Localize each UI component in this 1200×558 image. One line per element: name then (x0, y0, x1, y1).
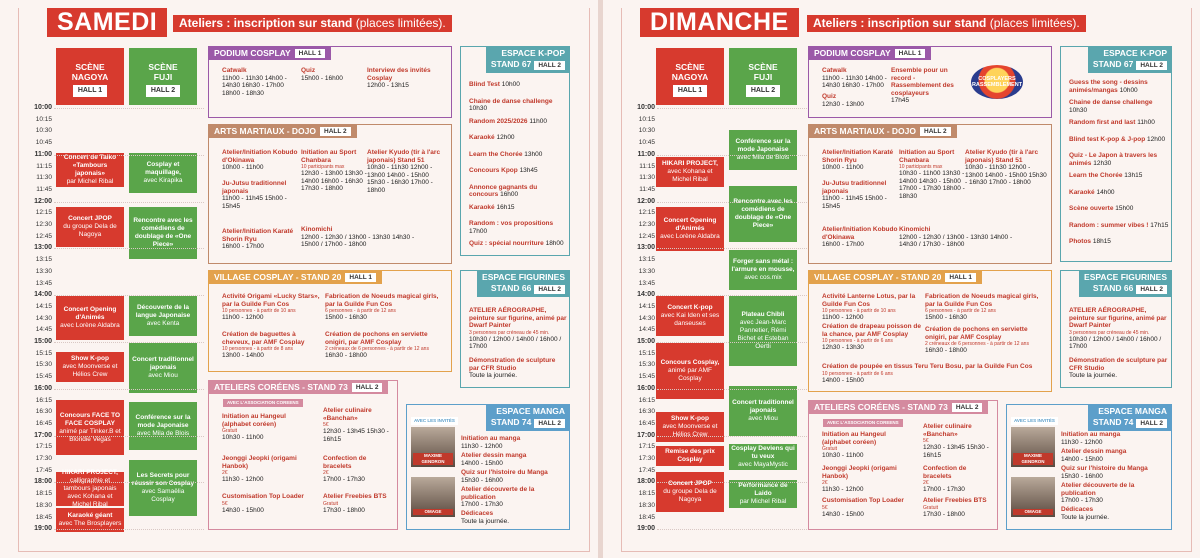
time-label: 18:15 (638, 490, 655, 498)
kpop-item: Blind test K-pop & J-pop 12h00 (1069, 135, 1166, 143)
manga-item: Atelier découverte de la publication 17h00 - 17h30 (1061, 482, 1135, 505)
time-label: 10:15 (638, 115, 655, 123)
hour-gridline (54, 248, 204, 249)
arts-item: Atelier Kyudo (tir à l'arc japonais) Stand 51 10h30 - 11h30 12h00 - 13h00 14h00 - 15h00 15h30 - 16h30 17h00 - 18h00 (367, 149, 441, 194)
coreens-item: Customisation Top Loader 5€ 14h30 - 15h00 (822, 497, 904, 518)
time-label: 13:30 (638, 267, 655, 275)
hour-gridline (54, 482, 204, 483)
arts-item: Atelier/Initiation Kobudo d'Okinawa 10h00 - 11h00 (222, 149, 298, 172)
time-label: 12:45 (638, 232, 655, 240)
section-header: ARTS MARTIAUX - DOJO HALL 2 (208, 124, 357, 138)
fuji-event: Conférence sur la mode Japonaise avec Mila de Blois (129, 402, 197, 450)
fuji-event: Cosplay et maquillage, avec Kirapika (129, 153, 197, 193)
nagoya-event: Concert Opening d'Animés avec Lorène Aldabra (656, 207, 724, 251)
coreens-item: Jeonggi Jeopki (origami Hanbok) 2€ 11h30 - 12h00 (222, 455, 297, 484)
nagoya-event: Concert JPOP du groupe Dela de Nagoya (656, 472, 724, 512)
kpop-item: Random : vos propositions 17h00 (469, 220, 554, 235)
coreens-item: Atelier Freebies BTS Gratuit 17h30 - 18h00 (923, 497, 987, 518)
guest-photo: MAXIME GENDRON (1011, 427, 1055, 467)
section-header: ARTS MARTIAUX - DOJO HALL 2 (808, 124, 957, 138)
time-label: 13:15 (35, 256, 52, 264)
hour-gridline (657, 155, 807, 156)
coreens-item: Confection de bracelets 2€ 17h00 - 17h30 (923, 465, 967, 494)
time-label: 11:00 (637, 150, 655, 158)
time-label: 11:45 (639, 185, 655, 193)
arts-item: Initiation au Sport Chanbara 10 participants max 10h30 - 11h00 13h30 - 14h00 14h30 - 15h00 17h00 - 17h30 18h00 - 18h30 (899, 149, 965, 200)
time-label: 10:30 (35, 127, 52, 135)
time-label: 19:00 (34, 525, 52, 533)
association-badge: AVEC L'ASSOCIATION COREENS (823, 419, 903, 427)
coreens-item: Atelier culinaire «Banchan» 5€ 12h30 - 13h45 15h30 - 16h15 (923, 423, 989, 459)
kpop-item: Guess the song - dessins animés/mangas 10h00 (1069, 79, 1148, 94)
podium-item: Quiz 15h00 - 16h00 (301, 67, 343, 82)
time-label: 14:15 (35, 302, 52, 310)
figurines-item: Démonstration de sculpture par CFR Studio Toute la journée. (1069, 357, 1168, 380)
time-label: 12:30 (35, 221, 52, 228)
time-label: 17:45 (638, 466, 655, 474)
section-header: VILLAGE COSPLAY - STAND 20 HALL 1 (208, 270, 382, 284)
time-label: 10:00 (637, 104, 655, 111)
hour-gridline (657, 436, 807, 437)
nagoya-event: Concours Cosplay, animé par AMF Cosplay (656, 343, 724, 399)
kpop-item: Karaoké 12h00 (469, 134, 515, 141)
section-header: ESPACE MANGA STAND 74 HALL 2 (1088, 404, 1172, 431)
nagoya-event: Show K-pop avec Moonverse et Hélios Crew (656, 412, 724, 442)
time-label: 11:30 (36, 174, 52, 182)
nagoya-event: HIKARI PROJECT, calligraphie et tambours japonais avec Kohana et Michel Ribal (56, 472, 124, 506)
stage-nagoya-header: SCÈNE NAGOYA HALL 1 (656, 48, 724, 105)
cosplayers-logo: COSPLAYERS RASSEMBLEMENT (971, 65, 1023, 99)
fuji-event: Découverte de la langue Japonaise avec Kenta (129, 296, 197, 336)
kpop-item: Concours Kpop 13h45 (469, 167, 538, 174)
time-label: 17:15 (35, 443, 52, 451)
time-label: 17:00 (34, 431, 52, 439)
time-label: 11:30 (639, 174, 655, 182)
time-label: 16:45 (638, 419, 655, 427)
guest-photo: OMAGE (1011, 477, 1055, 517)
coreens-item: Jeonggi Jeopki (origami Hanbok) 2€ 11h30 - 12h00 (822, 465, 897, 494)
arts-item: Ju-Jutsu traditionnel japonais 11h00 - 11h45 15h00 - 15h45 (822, 180, 887, 210)
arts-martiaux-section (808, 124, 1052, 264)
time-label: 11:00 (34, 150, 52, 158)
day-subtitle: Ateliers : inscription sur stand (places limitées). (173, 15, 452, 32)
arts-item: Atelier/Initiation Karaté Shorin Ryu 10h00 - 11h00 (822, 149, 894, 172)
time-label: 10:30 (638, 127, 655, 135)
guest-photo: OMAGE (411, 477, 455, 517)
guests-badge: AVEC LES INVITÉS (1011, 417, 1058, 425)
hour-gridline (657, 529, 807, 530)
arts-item: Atelier Kyudo (tir à l'arc japonais) Stand 51 10h30 - 11h30 12h00 - 13h00 14h00 - 15h00 15h30 - 16h30 17h00 - 18h00 (965, 149, 1047, 187)
section-header: ATELIERS CORÉENS - STAND 73 HALL 2 (208, 380, 388, 394)
arts-item: Kinomichi 12h00 - 12h30 / 13h00 - 13h30 14h30 - 15h00 / 17h00 - 18h00 (301, 226, 415, 249)
arts-item: Atelier/Initiation Kobudo d'Okinawa 16h00 - 17h00 (822, 226, 898, 249)
podium-cosplay-section (208, 46, 452, 118)
hour-gridline (657, 248, 807, 249)
ateliers-coreens-section (808, 400, 998, 530)
time-label: 13:00 (34, 244, 52, 252)
time-label: 18:00 (34, 478, 52, 486)
kpop-item: Karaoké 16h15 (469, 203, 515, 211)
time-label: 14:30 (35, 314, 52, 322)
nagoya-event: Karaoké géant avec The Brosplayers (56, 508, 124, 532)
hour-gridline (54, 295, 204, 296)
time-label: 13:00 (637, 244, 655, 252)
espace-kpop-section (1060, 46, 1172, 262)
manga-item: Atelier découverte de la publication 17h00 - 17h30 (461, 486, 535, 509)
fuji-event: Plateau Chibli avec Jean-Marc Pannetier, Rémi Bichet et Esteban Oertli (729, 296, 797, 366)
time-label: 16:45 (35, 419, 52, 427)
espace-figurines-section (460, 270, 570, 388)
hour-gridline (54, 389, 204, 390)
kpop-item: Quiz - Le Japon à travers les animés 12h30 (1069, 152, 1158, 167)
manga-item: Quiz sur l'histoire du Manga 15h30 - 16h00 (461, 469, 548, 484)
coreens-item: Confection de bracelets 2€ 17h00 - 17h30 (323, 455, 367, 484)
section-header: ATELIERS CORÉENS - STAND 73 HALL 2 (808, 400, 988, 414)
hour-gridline (657, 108, 807, 109)
nagoya-event: Concert JPOP du groupe Dela de Nagoya (56, 207, 124, 247)
kpop-item: Photos 18h15 (1069, 238, 1111, 245)
stage-nagoya-header: SCÈNE NAGOYA HALL 1 (56, 48, 124, 105)
hour-gridline (54, 108, 204, 109)
coreens-item: Atelier Freebies BTS Gratuit 17h30 - 18h00 (323, 493, 387, 514)
nagoya-event: Concours FACE TO FACE COSPLAY animé par Tinker.B et Blondie Vegas (56, 400, 124, 455)
hour-gridline (657, 482, 807, 483)
time-label: 17:30 (638, 455, 655, 462)
section-header: ESPACE FIGURINES STAND 66 HALL 2 (477, 270, 570, 297)
section-header: ESPACE K-POP STAND 67 HALL 2 (1088, 46, 1172, 73)
village-item: Activité Lanterne Lotus, par la Guilde Fun Cos 10 personnes - à partir de 10 ans 11h00 - 12h00 (822, 293, 916, 322)
kpop-item: Chaine de danse challenge 10h30 (1069, 99, 1153, 114)
time-label: 14:00 (637, 291, 655, 299)
time-label: 10:45 (35, 139, 52, 147)
time-label: 11:15 (639, 162, 655, 170)
kpop-item: Random first and last 11h00 (1069, 119, 1155, 126)
coreens-item: Customisation Top Loader 5€ 14h30 - 15h00 (222, 493, 304, 514)
arts-item: Kinomichi 12h00 - 12h30 / 13h00 - 13h30 14h00 - 14h30 / 17h30 - 18h00 (899, 226, 1013, 249)
village-item: Fabrication de Noeuds magical girls, par la Guilde Fun Cos 6 personnes - à partir de 12 ans 15h00 - 16h30 (925, 293, 1039, 322)
nagoya-event: Concert de Taiko «Tambours japonais» par Michel Ribal (56, 153, 124, 187)
village-item: Activité Origami «Lucky Stars», par la Guilde Fun Cos 10 personnes - à partir de 10 ans 11h00 - 12h00 (222, 293, 320, 322)
time-label: 19:00 (637, 525, 655, 533)
time-label: 13:30 (35, 267, 52, 275)
kpop-item: Random : summer vibes ! 17h15 (1069, 221, 1169, 229)
nagoya-event: Show K-pop avec Moonverse et Hélios Crew (56, 352, 124, 382)
time-label: 16:00 (34, 384, 52, 392)
village-item: Création de pochons en serviette onigiri, par AMF Cosplay 2 créneaux de 6 personnes - à partir de 12 ans 16h30 - 18h00 (325, 331, 429, 360)
nagoya-event: HIKARI PROJECT, avec Kohana et Michel Ribal (656, 157, 724, 187)
hour-gridline (657, 389, 807, 390)
village-cosplay-section (808, 270, 1052, 392)
time-label: 16:30 (35, 408, 52, 416)
hour-gridline (54, 342, 204, 343)
village-item: Création de drapeau poisson de la chance, par AMF Cosplay 10 personnes - à partir de 6 ans 12h30 - 13h30 (822, 323, 921, 352)
manga-item: Dédicaces Toute la journée. (1061, 506, 1110, 521)
time-label: 18:45 (35, 513, 52, 521)
podium-cosplay-section (808, 46, 1052, 118)
section-header: ESPACE MANGA STAND 74 HALL 2 (486, 404, 570, 431)
manga-item: Atelier dessin manga 14h00 - 15h00 (461, 452, 527, 467)
fuji-event: Forger sans métal : l'armure en mousse, avec cos.mix (729, 250, 797, 290)
fuji-event: Rencontre avec les comédiens de doublage de «One Piece» (129, 207, 197, 259)
hour-gridline (54, 155, 204, 156)
kpop-item: Chaine de danse challenge 10h30 (469, 97, 553, 113)
fuji-event: Cosplay Deviens qui tu veux avec MayaMystic (729, 444, 797, 470)
time-label: 18:00 (637, 478, 655, 486)
time-label: 18:30 (638, 501, 655, 509)
fuji-event: Rencontre avec les comédiens de doublage de «One Piece» (729, 186, 797, 242)
time-label: 12:15 (638, 209, 655, 217)
hour-gridline (657, 202, 807, 203)
hour-gridline (54, 202, 204, 203)
manga-item: Atelier dessin manga 14h00 - 15h00 (1061, 448, 1127, 463)
time-label: 15:00 (34, 338, 52, 345)
espace-manga-section (1006, 404, 1172, 530)
time-label: 16:15 (35, 396, 52, 404)
manga-item: Dédicaces Toute la journée. (461, 510, 510, 525)
kpop-item: Scène ouverte 15h00 (1069, 205, 1134, 212)
guest-photo: MAXIME GENDRON (411, 427, 455, 467)
manga-item: Quiz sur l'histoire du Manga 15h30 - 16h00 (1061, 465, 1148, 480)
time-label: 12:00 (34, 197, 52, 205)
section-header: PODIUM COSPLAY HALL 1 (808, 46, 931, 60)
time-label: 15:45 (638, 373, 655, 381)
podium-item: Interview des invités Cosplay 12h00 - 13h15 (367, 67, 431, 90)
time-label: 14:00 (34, 291, 52, 299)
fuji-event: Les Secrets pour réussir son Cosplay avec Samaëlia Cosplay (129, 460, 197, 516)
association-badge: AVEC L'ASSOCIATION COREENS (223, 399, 303, 407)
time-label: 17:00 (637, 431, 655, 439)
time-label: 12:30 (638, 221, 655, 228)
espace-manga-section (406, 404, 570, 530)
hour-gridline (657, 342, 807, 343)
section-header: ESPACE K-POP STAND 67 HALL 2 (486, 46, 570, 73)
time-label: 15:30 (35, 361, 52, 369)
village-cosplay-section (208, 270, 452, 372)
nagoya-event: Concert K-pop avec Kai Iden et ses danseuses (656, 296, 724, 336)
podium-item: Ensemble pour un record - Rassemblement des cosplayeurs 17h45 (891, 67, 954, 105)
village-item: Fabrication de Noeuds magical girls, par la Guilde Fun Cos 6 personnes - à partir de 12 ans 15h00 - 16h30 (325, 293, 439, 322)
espace-figurines-section (1060, 270, 1172, 388)
fuji-event: Concert traditionnel japonais avec Miou (729, 386, 797, 436)
time-label: 16:15 (638, 396, 655, 404)
kpop-item: Quiz : spécial nourriture 18h00 (469, 240, 564, 247)
podium-item: Catwalk 11h00 - 11h30 14h00 - 14h30 16h30 - 17h00 18h00 - 18h30 (222, 67, 287, 97)
time-label: 14:45 (638, 326, 655, 334)
page-dimanche (603, 0, 1200, 558)
time-label: 12:00 (637, 197, 655, 205)
time-label: 14:15 (638, 302, 655, 310)
time-label: 11:15 (36, 162, 52, 170)
coreens-item: Initiation au Hangeul (alphabet coréen) Gratuit 10h30 - 11h00 (822, 431, 886, 460)
time-label: 17:45 (35, 466, 52, 474)
village-item: Création de poupée en tissus Teru Teru Bosu, par la Guilde Fun Cos 10 personnes - à partir de 6 ans 14h00 - 15h00 (822, 363, 1033, 384)
time-label: 15:15 (35, 349, 52, 357)
time-label: 15:30 (638, 361, 655, 369)
page-samedi (0, 0, 598, 558)
ateliers-coreens-section (208, 380, 398, 530)
fuji-event: Conférence sur la mode Japonaise avec Mila de Blois (729, 130, 797, 170)
fuji-event: Concert traditionnel japonais avec Miou (129, 343, 197, 393)
hour-gridline (54, 436, 204, 437)
time-label: 11:45 (36, 185, 52, 193)
time-label: 15:15 (638, 349, 655, 357)
arts-item: Atelier/Initiation Karaté Shorin Ryu 16h00 - 17h00 (222, 228, 294, 251)
time-label: 10:00 (34, 104, 52, 111)
fuji-event: Performance de Laido par Michel Ribal (729, 480, 797, 508)
espace-kpop-section (460, 46, 570, 256)
time-label: 18:45 (638, 513, 655, 521)
manga-item: Initiation au manga 11h30 - 12h00 (1061, 431, 1121, 446)
time-label: 17:15 (638, 443, 655, 451)
manga-item: Initiation au manga 11h30 - 12h00 (461, 435, 521, 450)
coreens-item: Atelier culinaire «Banchan» 5€ 12h30 - 13h45 15h30 - 16h15 (323, 407, 389, 443)
nagoya-event: Remise des prix Cosplay (656, 446, 724, 466)
arts-martiaux-section (208, 124, 452, 264)
stage-fuji-header: SCÈNE FUJI HALL 2 (129, 48, 197, 105)
figurines-item: Démonstration de sculpture par CFR Studio Toute la journée. (469, 357, 556, 380)
day-title: DIMANCHE (640, 8, 799, 37)
stage-fuji-header: SCÈNE FUJI HALL 2 (729, 48, 797, 105)
time-label: 15:00 (637, 338, 655, 345)
time-label: 10:45 (638, 139, 655, 147)
time-label: 12:15 (35, 209, 52, 217)
time-label: 16:30 (638, 408, 655, 416)
guests-badge: AVEC LES INVITÉS (411, 417, 458, 425)
day-subtitle: Ateliers : inscription sur stand (places limitées). (807, 15, 1086, 32)
nagoya-event: Concert Opening d'Animés avec Lorène Aldabra (56, 296, 124, 340)
hour-gridline (657, 295, 807, 296)
section-header: ESPACE FIGURINES STAND 66 HALL 2 (1079, 270, 1172, 297)
village-item: Création de pochons en serviette onigiri, par AMF Cosplay 2 créneaux de 6 personnes - à partir de 12 ans 16h30 - 18h00 (925, 326, 1029, 355)
time-label: 16:00 (637, 384, 655, 392)
kpop-item: Blind Test 10h00 (469, 81, 520, 88)
time-label: 15:45 (35, 373, 52, 381)
podium-item: Quiz 12h30 - 13h00 (822, 93, 864, 108)
time-label: 10:15 (35, 115, 52, 123)
time-label: 17:30 (35, 455, 52, 462)
time-label: 13:45 (638, 279, 655, 287)
time-label: 12:45 (35, 232, 52, 240)
kpop-item: Karaoké 14h00 (1069, 188, 1115, 196)
kpop-item: Annonce gagnants du concours 16h00 (469, 183, 538, 199)
figurines-item: ATELIER AÉROGRAPHE, peinture sur figurine, animé par Dwarf Painter 3 personnes par créneau de 45 min. 10h30 / 12h00 / 14h00 / 16h00 / 17h00 (469, 307, 567, 351)
time-label: 18:15 (35, 490, 52, 498)
section-header: PODIUM COSPLAY HALL 1 (208, 46, 331, 60)
kpop-item: Random 2025/2026 11h00 (469, 117, 547, 125)
arts-item: Ju-Jutsu traditionnel japonais 11h00 - 11h45 15h00 - 15h45 (222, 180, 287, 210)
time-label: 14:45 (35, 326, 52, 334)
time-label: 18:30 (35, 501, 52, 509)
day-title: SAMEDI (47, 8, 167, 37)
kpop-item: Learn the Chorée 13h00 (469, 150, 543, 158)
time-label: 14:30 (638, 314, 655, 322)
kpop-item: Learn the Chorée 13h15 (1069, 172, 1143, 179)
podium-item: Catwalk 11h00 - 11h30 14h00 - 14h30 16h30 - 17h00 (822, 67, 887, 90)
coreens-item: Initiation au Hangeul (alphabet coréen) Gratuit 10h30 - 11h00 (222, 413, 286, 442)
figurines-item: ATELIER AÉROGRAPHE, peinture sur figurine, animé par Dwarf Painter 3 personnes par créneau de 45 min. 10h30 / 12h00 / 14h00 / 16h00 / 17h00 (1069, 307, 1167, 351)
time-label: 13:45 (35, 279, 52, 287)
arts-item: Initiation au Sport Chanbara 10 participants max 12h30 - 13h00 13h30 - 14h00 16h00 - 16h30 17h30 - 18h00 (301, 149, 367, 193)
hour-gridline (54, 529, 204, 530)
time-label: 13:15 (638, 256, 655, 264)
section-header: VILLAGE COSPLAY - STAND 20 HALL 1 (808, 270, 982, 284)
village-item: Création de baguettes à cheveux, par AMF Cosplay 10 personnes - à partir de 8 ans 13h00 - 14h00 (222, 331, 305, 360)
